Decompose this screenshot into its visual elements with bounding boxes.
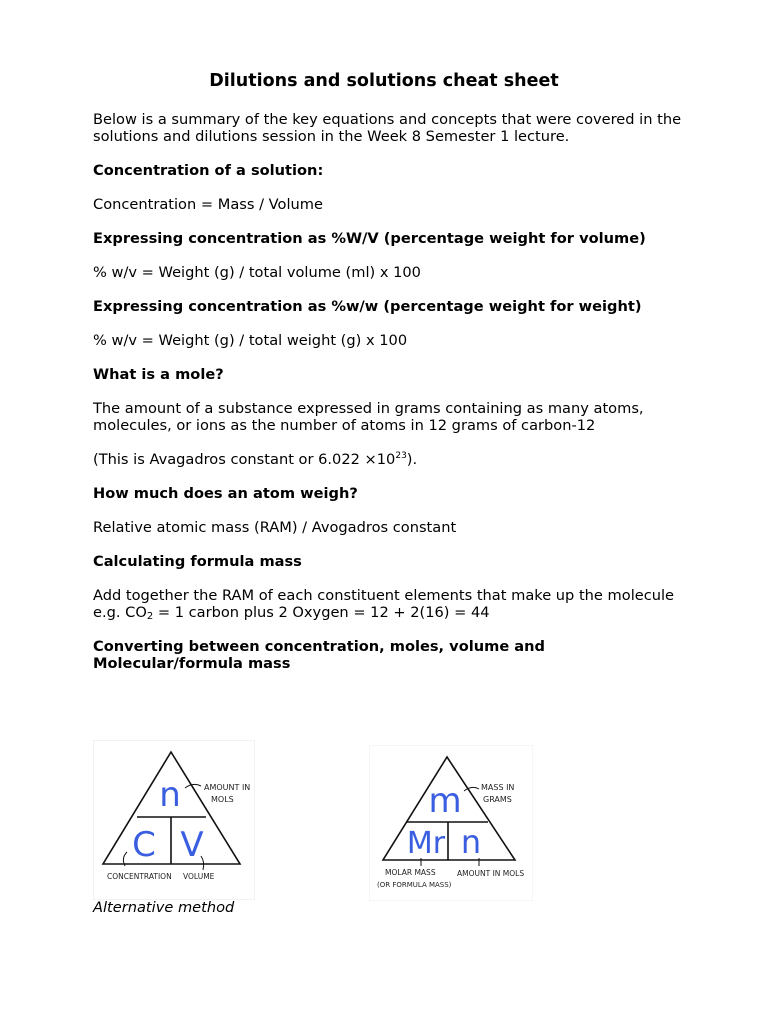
concentration-heading: Concentration of a solution: xyxy=(93,162,324,179)
molar-mass-label-line2: (OR FORMULA MASS) xyxy=(377,881,452,889)
formula-mass-heading: Calculating formula mass xyxy=(93,553,302,570)
ww-formula: % w/v = Weight (g) / total weight (g) x 100 xyxy=(93,332,408,349)
avogadro-suffix: ). xyxy=(406,451,418,468)
intro-paragraph: Below is a summary of the key equations and concepts that were covered in the solutions and dilutions session in the Week 8 Semester 1 lecture. xyxy=(93,111,682,145)
mmrn-triangle-diagram xyxy=(369,745,533,901)
avogadro-exponent: 23 xyxy=(395,451,407,461)
converting-heading: Converting between concentration, moles, volume and Molecular/formula mass xyxy=(93,638,545,672)
avogadro-note xyxy=(93,451,693,468)
mass-label-line2: GRAMS xyxy=(483,795,512,804)
mole-heading: What is a mole? xyxy=(93,366,224,383)
example-subscript: 2 xyxy=(146,611,154,622)
ww-heading: Expressing concentration as %w/w (percentage weight for weight) xyxy=(93,298,642,315)
volume-label: VOLUME xyxy=(183,872,215,881)
page-title: Dilutions and solutions cheat sheet xyxy=(209,71,559,91)
n-letter-right: n xyxy=(460,823,482,861)
atom-formula: Relative atomic mass (RAM) / Avogadros constant xyxy=(93,519,457,536)
atom-heading: How much does an atom weigh? xyxy=(93,485,358,502)
figure-caption: Alternative method xyxy=(93,899,235,916)
n-letter: n xyxy=(159,775,181,815)
formula-mass-text: Add together the RAM of each constituent elements that make up the molecule xyxy=(93,587,675,604)
example-prefix: e.g. CO xyxy=(93,604,147,621)
concentration-label: CONCENTRATION xyxy=(107,872,172,881)
concentration-formula: Concentration = Mass / Volume xyxy=(93,196,323,213)
mole-definition: The amount of a substance expressed in grams containing as many atoms, molecules, or ions as the number of atoms in 12 grams of carbon-12 xyxy=(93,400,644,434)
c-letter: C xyxy=(132,825,156,865)
ncv-triangle-diagram xyxy=(93,740,255,900)
amount-label-line2: MOLS xyxy=(211,795,234,804)
molar-mass-label-line1: MOLAR MASS xyxy=(385,868,436,877)
wv-formula: % w/v = Weight (g) / total volume (ml) x 100 xyxy=(93,264,421,281)
mr-letters: Mr xyxy=(406,826,446,861)
v-letter: V xyxy=(180,825,204,865)
example-suffix: = 1 carbon plus 2 Oxygen = 12 + 2(16) = 44 xyxy=(153,604,490,621)
formula-mass-example xyxy=(93,604,693,621)
avogadro-prefix: (This is Avagadros constant or 6.022 ×10 xyxy=(93,451,396,468)
mass-label-line1: MASS IN xyxy=(481,783,515,792)
document-body xyxy=(93,70,693,689)
triangle-figures xyxy=(93,740,573,920)
amount-label-line1: AMOUNT IN xyxy=(204,783,251,792)
m-letter: m xyxy=(428,781,462,821)
amount-mols-label: AMOUNT IN MOLS xyxy=(457,869,525,878)
wv-heading: Expressing concentration as %W/V (percentage weight for volume) xyxy=(93,230,646,247)
